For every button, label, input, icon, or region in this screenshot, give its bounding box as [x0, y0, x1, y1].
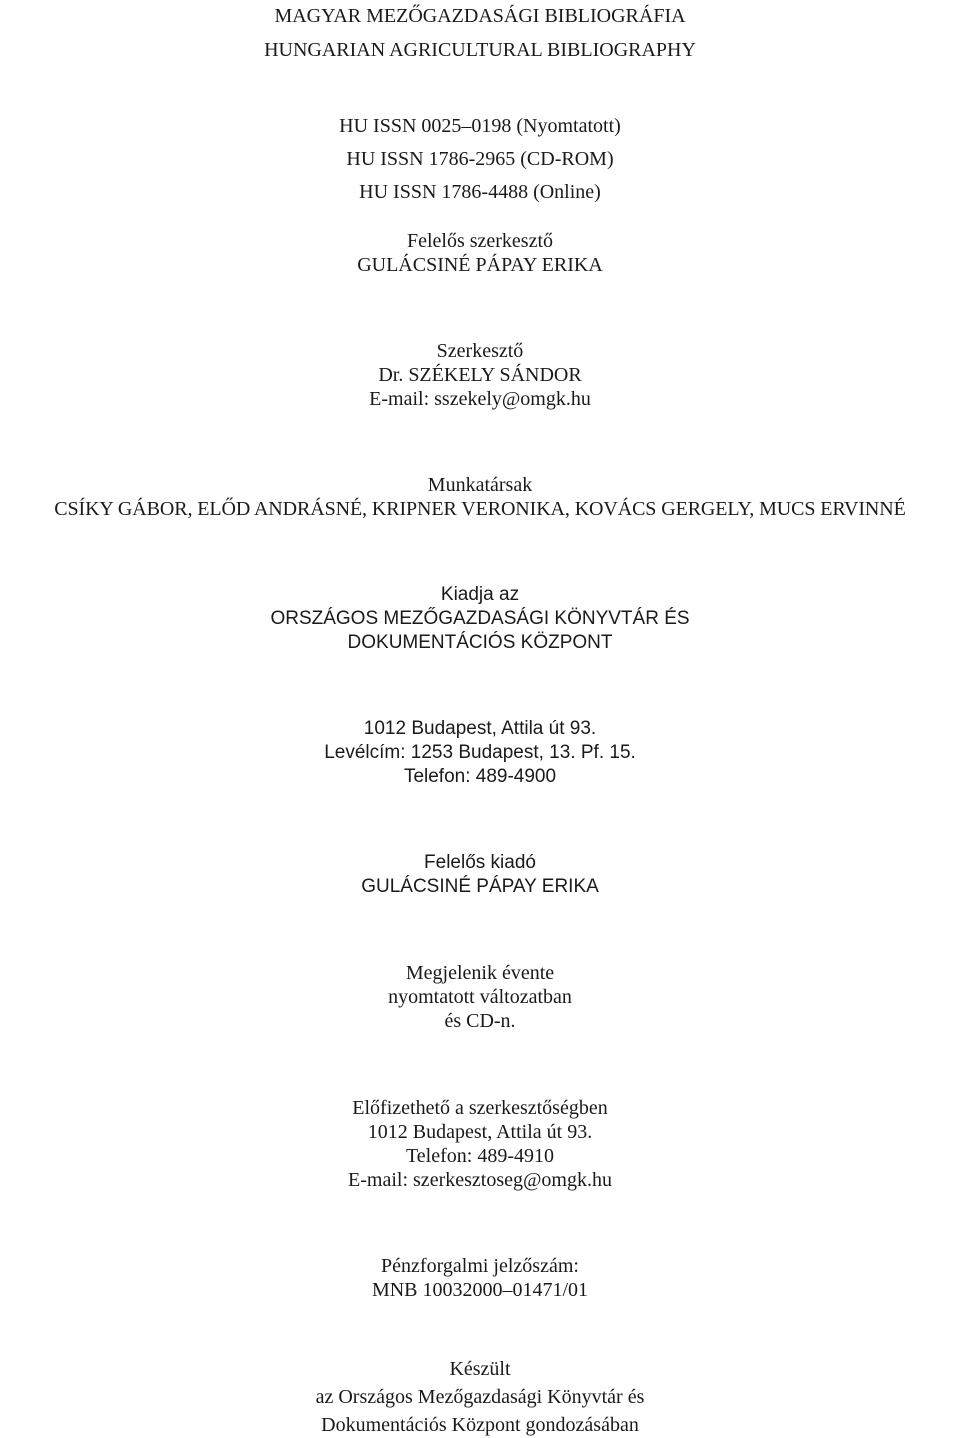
responsible-publisher-name: GULÁCSINÉ PÁPAY ERIKA — [361, 876, 599, 897]
editor-email: E-mail: sszekely@omgk.hu — [369, 388, 591, 410]
bank-number: MNB 10032000–01471/01 — [371, 1279, 589, 1301]
bank-label: Pénzforgalmi jelzőszám: — [381, 1255, 579, 1277]
subscription-phone: Telefon: 489-4910 — [405, 1145, 554, 1167]
issn-print: HU ISSN 0025–0198 (Nyomtatott) — [339, 115, 621, 137]
editor-label: Szerkesztő — [436, 340, 524, 362]
prepared-label: Készült — [449, 1358, 511, 1380]
publication-format: nyomtatott változatban — [388, 986, 572, 1008]
responsible-editor-label: Felelős szerkesztő — [406, 230, 554, 252]
title-english: HUNGARIAN AGRICULTURAL BIBLIOGRAPHY — [264, 39, 696, 61]
subscription-label: Előfizethető a szerkesztőségben — [352, 1097, 608, 1119]
publication-frequency: Megjelenik évente — [405, 962, 555, 984]
prepared-line1: az Országos Mezőgazdasági Könyvtár és — [315, 1386, 645, 1408]
prepared-line2: Dokumentációs Központ gondozásában — [321, 1414, 639, 1436]
title-hungarian: MAGYAR MEZŐGAZDASÁGI BIBLIOGRÁFIA — [274, 5, 686, 27]
publisher-name-line1: ORSZÁGOS MEZŐGAZDASÁGI KÖNYVTÁR ÉS — [270, 608, 690, 629]
address-street: 1012 Budapest, Attila út 93. — [363, 718, 597, 739]
editor-name: Dr. SZÉKELY SÁNDOR — [378, 364, 582, 386]
publication-cd: és CD-n. — [444, 1010, 516, 1032]
issn-online: HU ISSN 1786-4488 (Online) — [359, 181, 601, 203]
publisher-label: Kiadja az — [440, 584, 520, 605]
issn-cdrom: HU ISSN 1786-2965 (CD-ROM) — [346, 148, 614, 170]
collaborators-names: CSÍKY GÁBOR, ELŐD ANDRÁSNÉ, KRIPNER VERONIKA, KOVÁCS GERGELY, MUCS ERVINNÉ — [54, 498, 906, 520]
responsible-editor-name: GULÁCSINÉ PÁPAY ERIKA — [357, 254, 603, 276]
subscription-address: 1012 Budapest, Attila út 93. — [367, 1121, 593, 1143]
address-phone: Telefon: 489-4900 — [403, 766, 557, 787]
address-postal: Levélcím: 1253 Budapest, 13. Pf. 15. — [324, 742, 636, 763]
subscription-email: E-mail: szerkesztoseg@omgk.hu — [348, 1169, 612, 1191]
responsible-publisher-label: Felelős kiadó — [424, 852, 536, 873]
publisher-name-line2: DOKUMENTÁCIÓS KÖZPONT — [347, 632, 613, 653]
collaborators-label: Munkatársak — [427, 474, 533, 496]
